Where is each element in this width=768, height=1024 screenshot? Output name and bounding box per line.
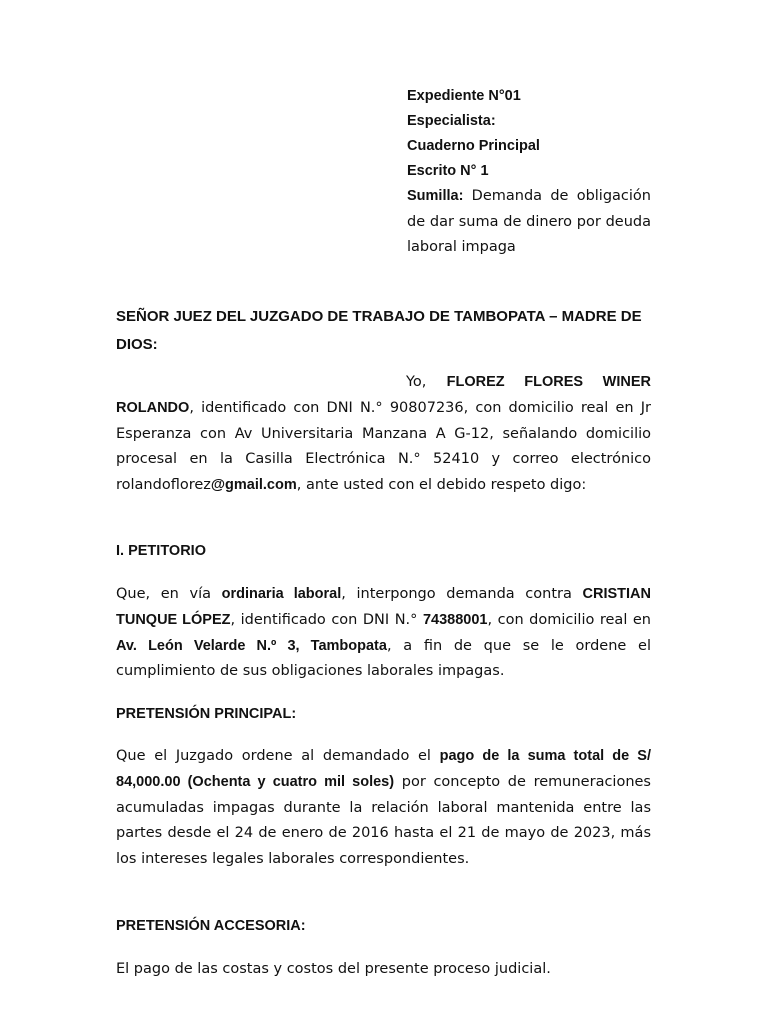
sumilla-text: Demanda de obligación de dar suma de dinero por deuda laboral impaga bbox=[407, 188, 651, 255]
petitorio-paragraph bbox=[116, 582, 651, 685]
especialista-label: Especialista: bbox=[407, 113, 496, 129]
expediente-label: Expediente N°01 bbox=[407, 88, 521, 104]
pretension-accesoria-paragraph: El pago de las costas y costos del presente proceso judicial. bbox=[116, 961, 551, 977]
principal-text-2: por concepto de remuneraciones acumuladas impagas durante la relación laboral mantenida entre las partes desde el 24 de enero de 2016 hasta el 21 de mayo de 2023, más los intereses legales laborales correspondientes. bbox=[116, 773, 651, 868]
intro-text-1: Yo, bbox=[406, 374, 447, 390]
claim-amount: pago de la suma total de S/ 84,000.00 (Ochenta y cuatro mil soles) bbox=[116, 748, 651, 790]
escrito-label: Escrito N° 1 bbox=[407, 163, 489, 179]
petitorio-text-3: , identificado con DNI N.° bbox=[230, 611, 423, 628]
plaintiff-name: FLOREZ FLORES WINER ROLANDO bbox=[116, 374, 651, 416]
defendant-dni: 74388001 bbox=[422, 611, 488, 628]
petitorio-heading: I. PETITORIO bbox=[116, 543, 206, 559]
pretension-principal-heading: PRETENSIÓN PRINCIPAL: bbox=[116, 706, 297, 722]
court-address: SEÑOR JUEZ DEL JUZGADO DE TRABAJO DE TAMBOPATA – MADRE DE DIOS: bbox=[116, 308, 642, 353]
petitorio-text-4: , con domicilio real en bbox=[487, 611, 651, 628]
petitorio-text-5: , a fin de que se le ordene el cumplimiento de sus obligaciones laborales impagas. bbox=[116, 637, 651, 680]
petitorio-text-2: , interpongo demanda contra bbox=[341, 586, 583, 602]
cuaderno-label: Cuaderno Principal bbox=[407, 138, 540, 154]
case-header bbox=[407, 84, 651, 261]
defendant-name: CRISTIAN TUNQUE LÓPEZ bbox=[116, 586, 651, 628]
petitorio-text-1: Que, en vía bbox=[116, 586, 222, 602]
intro-text-2: , identificado con DNI N.° 90807236, con domicilio real en Jr Esperanza con Av Universitaria Manzana A G-12, señalando domicilio procesal en la Casilla Electrónica N.° 52410 y correo electrónico rolandoflorez bbox=[116, 399, 651, 494]
pretension-principal-paragraph bbox=[116, 744, 651, 873]
email-domain: @gmail.com bbox=[210, 477, 297, 494]
principal-text-1: Que el Juzgado ordene al demandado el bbox=[116, 748, 440, 764]
sumilla-label: Sumilla: bbox=[407, 188, 464, 204]
sumilla bbox=[407, 184, 651, 261]
defendant-address: Av. León Velarde N.º 3, Tambopata bbox=[116, 637, 387, 654]
pretension-accesoria-heading: PRETENSIÓN ACCESORIA: bbox=[116, 918, 306, 934]
intro-paragraph bbox=[116, 370, 651, 499]
intro-text-3: , ante usted con el debido respeto digo: bbox=[296, 477, 587, 494]
via-procesal: ordinaria laboral bbox=[221, 586, 342, 602]
